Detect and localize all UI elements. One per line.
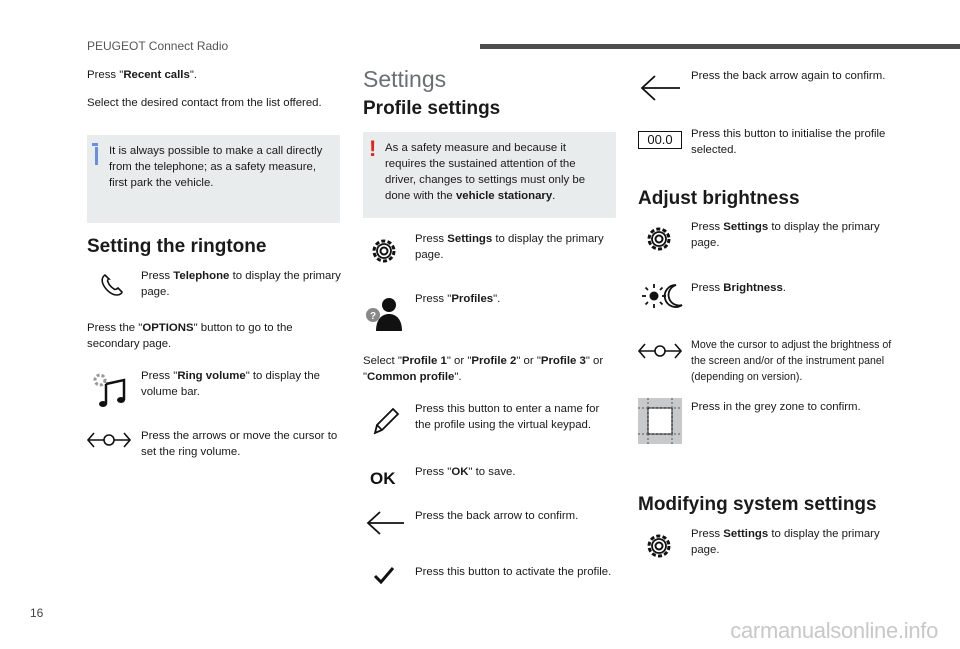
- options-text: Press the "OPTIONS" button to go to the secondary page.: [87, 322, 293, 350]
- back-again-text: Press the back arrow again to confirm.: [691, 70, 886, 82]
- warning-icon: !: [369, 136, 377, 161]
- slider-arrows-icon: [86, 428, 132, 452]
- brightness-slider-icon: [637, 340, 683, 362]
- info-note: [87, 135, 340, 223]
- grey-zone-text: Press in the grey zone to confirm.: [691, 401, 861, 413]
- reset-text: Press this button to initialise the profile selected.: [691, 128, 886, 156]
- arrows-text: Press the arrows or move the cursor to set the ring volume.: [141, 430, 338, 458]
- profile-settings-heading: Profile settings: [363, 98, 501, 119]
- ring-volume-icon: [90, 370, 130, 410]
- settings-gear-icon: [368, 235, 400, 267]
- reset-icon: 00.0: [638, 131, 682, 149]
- ring-volume-text: Press "Ring volume" to display the volume bar.: [141, 370, 321, 398]
- cursor-text: Move the cursor to adjust the brightness of the screen and/or of the instrument panel (depending on version).: [691, 339, 892, 383]
- adjust-brightness-heading: Adjust brightness: [638, 188, 800, 209]
- system-settings-text: Press Settings to display the primary page.: [691, 528, 880, 556]
- checkmark-icon: [372, 564, 396, 586]
- settings-gear-icon: [643, 530, 675, 562]
- select-contact-text: Select the desired contact from the list offered.: [87, 97, 322, 109]
- brightness-text: Press Brightness.: [691, 282, 786, 294]
- ok-icon: OK: [370, 469, 396, 488]
- profile-icon: [364, 295, 406, 331]
- ringtone-heading: Setting the ringtone: [87, 236, 267, 257]
- name-text: Press this button to enter a name for the profile using the virtual keypad.: [415, 403, 600, 431]
- warning-note: [363, 132, 616, 218]
- svg-text:?: ?: [369, 311, 377, 322]
- settings-gear-icon: [643, 223, 675, 255]
- watermark: carmanualsonline.info: [730, 618, 938, 643]
- activate-text: Press this button to activate the profile.: [415, 566, 612, 578]
- brightness-icon: [640, 282, 684, 310]
- header-bar: [480, 44, 960, 49]
- back-arrow-icon: [364, 508, 406, 538]
- system-settings-heading: Modifying system settings: [638, 494, 877, 515]
- warning-text: As a safety measure and because it requires the sustained attention of the driver, changes to settings must only be done with the vehicle stationary.: [385, 142, 586, 202]
- page-number: 16: [30, 606, 44, 620]
- back-arrow-again-icon: [638, 72, 682, 104]
- running-header: PEUGEOT Connect Radio: [87, 39, 229, 53]
- telephone-icon: [97, 270, 127, 300]
- settings-text: Press Settings to display the primary page.: [415, 233, 604, 261]
- select-profile-text: Select "Profile 1" or "Profile 2" or "Profile 3" or "Common profile".: [363, 355, 604, 383]
- pencil-icon: [368, 404, 402, 438]
- settings-heading: Settings: [363, 66, 447, 92]
- info-note-text: It is always possible to make a call directly from the telephone; as a safety measure, first park the vehicle.: [109, 145, 323, 189]
- info-icon: [95, 147, 98, 165]
- brightness-settings-text: Press Settings to display the primary page.: [691, 221, 880, 249]
- ok-text: Press "OK" to save.: [415, 466, 516, 478]
- back-text: Press the back arrow to confirm.: [415, 510, 579, 522]
- profiles-text: Press "Profiles".: [415, 293, 501, 305]
- grey-zone-icon: [638, 398, 682, 444]
- recent-calls-text: Press "Recent calls".: [87, 69, 198, 81]
- telephone-text: Press Telephone to display the primary page.: [141, 270, 341, 298]
